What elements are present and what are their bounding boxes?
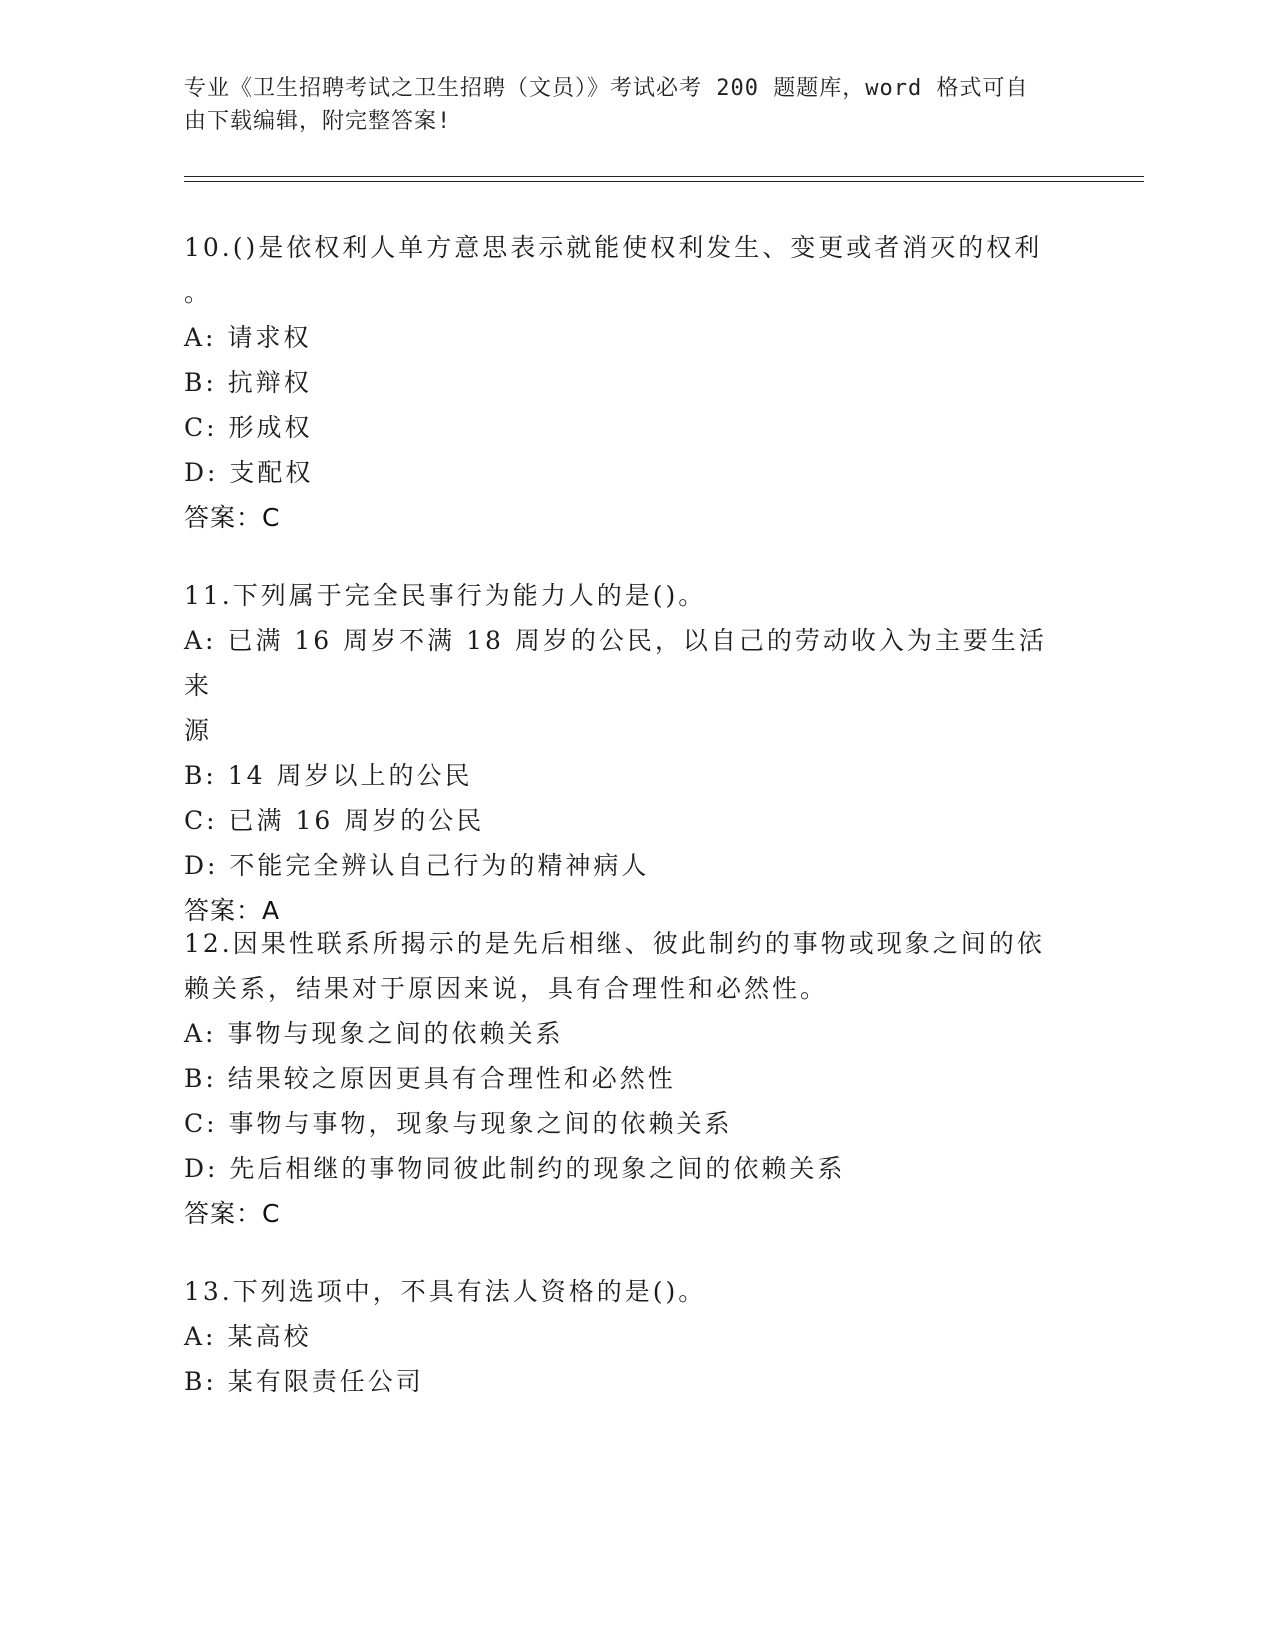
answer-line: 答案：A <box>184 896 281 925</box>
option-text: 支配权 <box>229 458 314 487</box>
option-letter: D: <box>184 458 219 487</box>
document-header <box>184 72 1064 138</box>
option-text: 请求权 <box>227 323 312 352</box>
option-d <box>184 450 1064 495</box>
option-text: 先后相继的事物同彼此制约的现象之间的依赖关系 <box>229 1154 846 1183</box>
question-10 <box>184 225 1064 540</box>
option-letter: D: <box>184 1154 219 1183</box>
question-text-line: 11.下列属于完全民事行为能力人的是()。 <box>184 581 707 610</box>
option-letter: C: <box>184 806 218 835</box>
option-b <box>184 1359 1064 1404</box>
option-letter: C: <box>184 1109 218 1138</box>
option-a <box>184 315 1064 360</box>
option-letter: B: <box>184 1064 217 1093</box>
option-c <box>184 405 1064 450</box>
option-c <box>184 798 1064 843</box>
option-letter: C: <box>184 413 218 442</box>
option-text: 已满 16 周岁不满 18 周岁的公民，以自己的劳动收入为主要生活来 <box>184 626 1047 700</box>
option-text: 某高校 <box>227 1322 312 1351</box>
header-divider-top <box>184 176 1144 177</box>
question-text-line: 12.因果性联系所揭示的是先后相继、彼此制约的事物或现象之间的依 <box>184 929 1045 958</box>
option-text: 抗辩权 <box>227 368 312 397</box>
question-text-line: 赖关系，结果对于原因来说，具有合理性和必然性。 <box>184 974 829 1003</box>
option-a-continuation: 源 <box>184 716 213 745</box>
question-text-line: 13.下列选项中，不具有法人资格的是()。 <box>184 1277 707 1306</box>
option-a <box>184 1314 1064 1359</box>
header-line-2: 由下载编辑，附完整答案! <box>184 109 452 134</box>
question-text-line: 。 <box>184 278 213 307</box>
header-line-1: 专业《卫生招聘考试之卫生招聘（文员）》考试必考 200 题题库，word 格式可自 <box>184 76 1029 101</box>
option-c <box>184 1101 1064 1146</box>
question-text-line: 10.()是依权利人单方意思表示就能使权利发生、变更或者消灭的权利 <box>184 233 1043 262</box>
option-b <box>184 360 1064 405</box>
option-letter: A: <box>184 1322 217 1351</box>
option-text: 某有限责任公司 <box>227 1367 424 1396</box>
option-letter: B: <box>184 368 217 397</box>
option-text: 形成权 <box>228 413 313 442</box>
option-text: 不能完全辨认自己行为的精神病人 <box>229 851 650 880</box>
option-letter: A: <box>184 626 217 655</box>
option-letter: B: <box>184 1367 217 1396</box>
option-a <box>184 1011 1064 1056</box>
option-a <box>184 618 1064 708</box>
option-text: 事物与事物，现象与现象之间的依赖关系 <box>228 1109 733 1138</box>
header-divider-bottom <box>184 181 1144 182</box>
option-letter: D: <box>184 851 219 880</box>
option-b <box>184 1056 1064 1101</box>
option-letter: A: <box>184 1019 217 1048</box>
answer-line: 答案：C <box>184 1199 281 1228</box>
option-text: 结果较之原因更具有合理性和必然性 <box>227 1064 676 1093</box>
option-text: 14 周岁以上的公民 <box>227 761 473 790</box>
option-letter: B: <box>184 761 217 790</box>
option-text: 已满 16 周岁的公民 <box>228 806 485 835</box>
option-letter: A: <box>184 323 217 352</box>
option-b <box>184 753 1064 798</box>
question-12 <box>184 921 1064 1236</box>
question-13 <box>184 1269 1064 1404</box>
answer-line: 答案：C <box>184 503 281 532</box>
option-d <box>184 843 1064 888</box>
question-11 <box>184 573 1064 933</box>
option-d <box>184 1146 1064 1191</box>
option-text: 事物与现象之间的依赖关系 <box>227 1019 564 1048</box>
